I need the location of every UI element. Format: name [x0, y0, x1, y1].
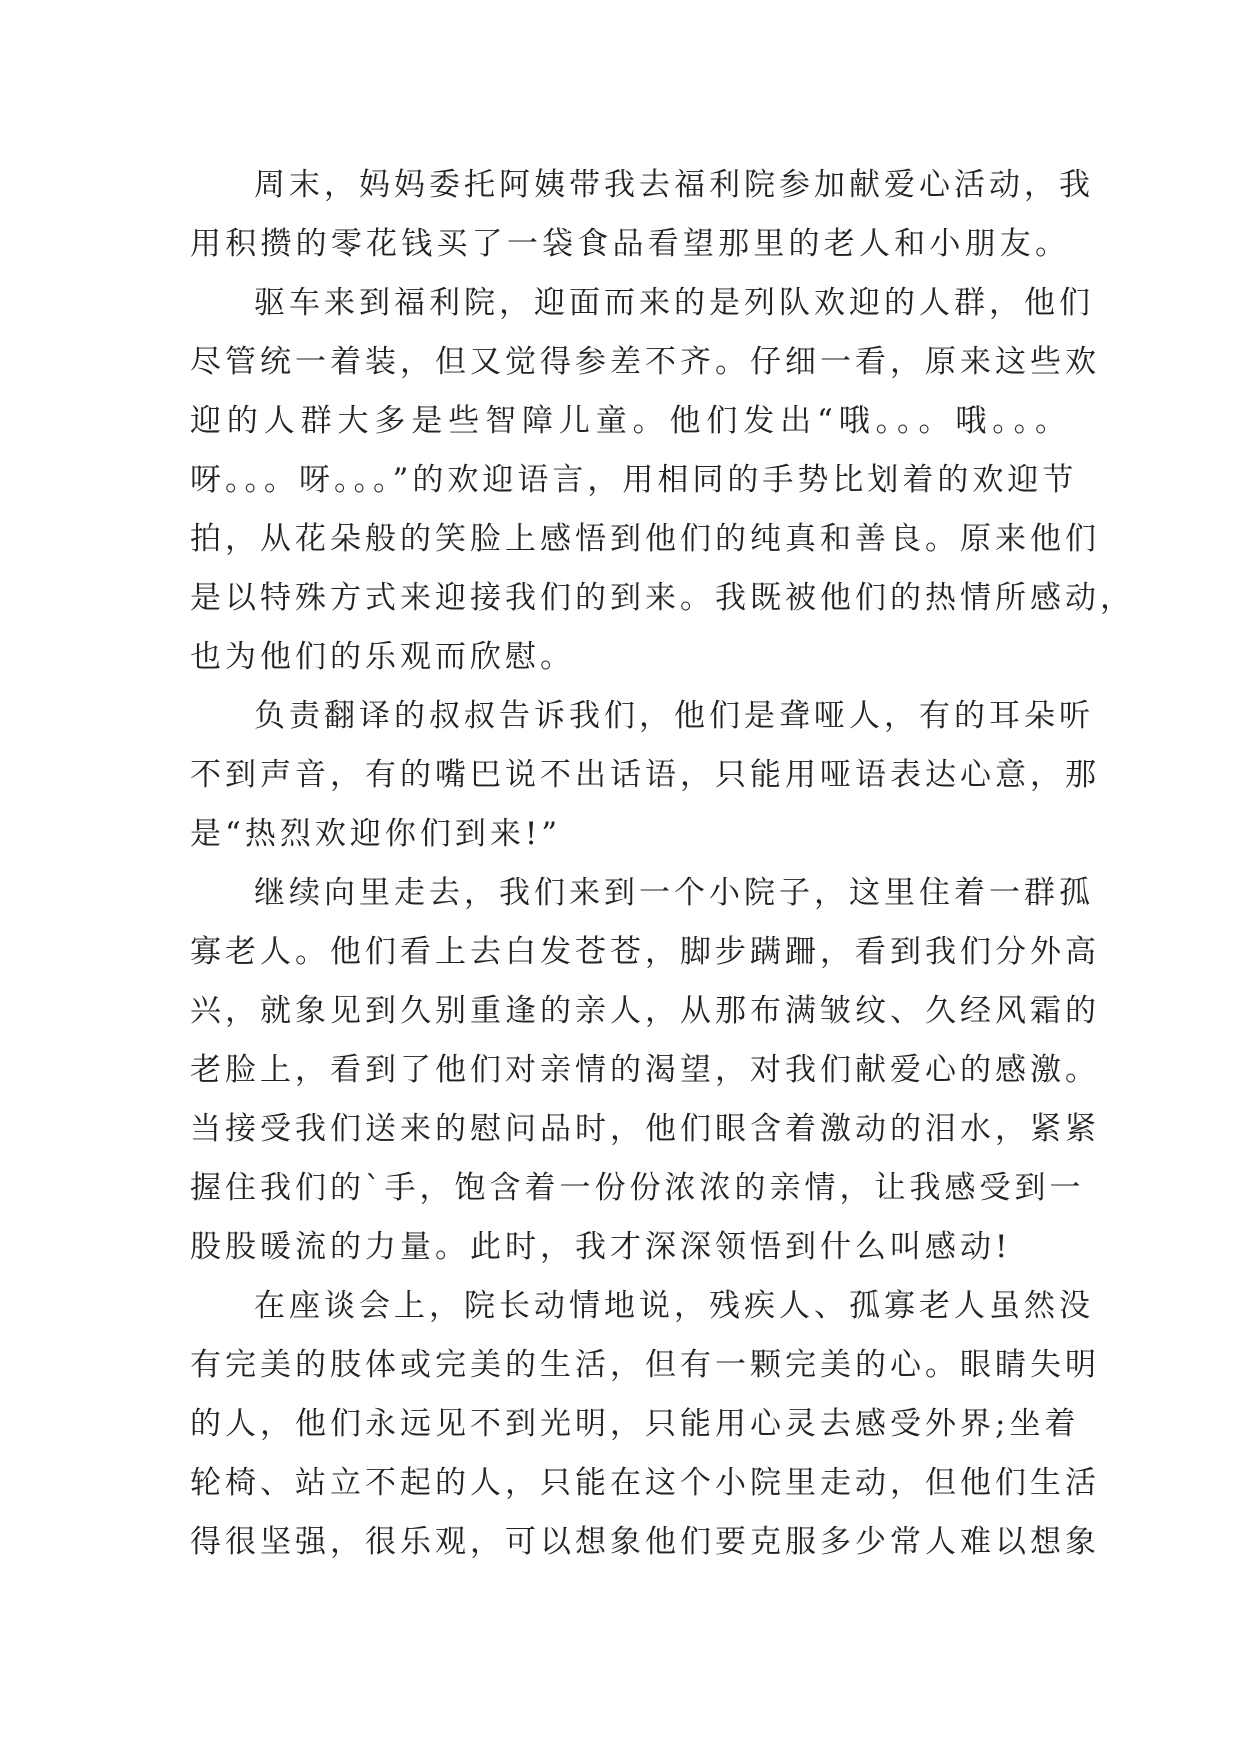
text-line: 尽管统一着装，但又觉得参差不齐。仔细一看，原来这些欢 [190, 344, 1100, 380]
text-line: 握住我们的`手，饱含着一份份浓浓的亲情，让我感受到一 [190, 1170, 1085, 1206]
text-line: 当接受我们送来的慰问品时，他们眼含着激动的泪水，紧紧 [190, 1111, 1100, 1147]
text-line: 驱车来到福利院，迎面而来的是列队欢迎的人群，他们 [254, 285, 1094, 321]
text-line: 继续向里走去，我们来到一个小院子，这里住着一群孤 [254, 875, 1094, 911]
text-line: 迎的人群大多是些智障儿童。他们发出“哦。。。哦。。。 [190, 403, 1070, 439]
text-line: 寡老人。他们看上去白发苍苍，脚步蹒跚，看到我们分外高 [190, 934, 1100, 970]
text-line: 拍，从花朵般的笑脸上感悟到他们的纯真和善良。原来他们 [190, 521, 1100, 557]
text-line: 老脸上，看到了他们对亲情的渴望，对我们献爱心的感激。 [190, 1052, 1100, 1088]
text-line: 有完美的肢体或完美的生活，但有一颗完美的心。眼睛失明 [190, 1347, 1100, 1383]
text-line: 是以特殊方式来迎接我们的到来。我既被他们的热情所感动， [190, 580, 1135, 616]
text-line: 是“热烈欢迎你们到来!” [190, 816, 562, 852]
text-line: 轮椅、站立不起的人，只能在这个小院里走动，但他们生活 [190, 1465, 1100, 1501]
text-line: 兴，就象见到久别重逢的亲人，从那布满皱纹、久经风霜的 [190, 993, 1100, 1029]
text-line: 用积攒的零花钱买了一袋食品看望那里的老人和小朋友。 [190, 226, 1070, 262]
text-line: 呀。。。呀。。。”的欢迎语言，用相同的手势比划着的欢迎节 [190, 462, 1078, 498]
text-line: 周末，妈妈委托阿姨带我去福利院参加献爱心活动，我 [254, 167, 1094, 203]
text-line: 在座谈会上，院长动情地说，残疾人、孤寡老人虽然没 [254, 1288, 1094, 1324]
text-line: 也为他们的乐观而欣慰。 [190, 639, 575, 675]
article-body [190, 156, 1135, 1572]
text-line: 负责翻译的叔叔告诉我们，他们是聋哑人，有的耳朵听 [254, 698, 1094, 734]
text-line: 股股暖流的力量。此时，我才深深领悟到什么叫感动! [190, 1229, 1012, 1265]
text-line: 得很坚强，很乐观，可以想象他们要克服多少常人难以想象 [190, 1524, 1100, 1560]
text-line: 不到声音，有的嘴巴说不出话语，只能用哑语表达心意，那 [190, 757, 1100, 793]
text-line: 的人，他们永远见不到光明，只能用心灵去感受外界;坐着 [190, 1406, 1080, 1442]
